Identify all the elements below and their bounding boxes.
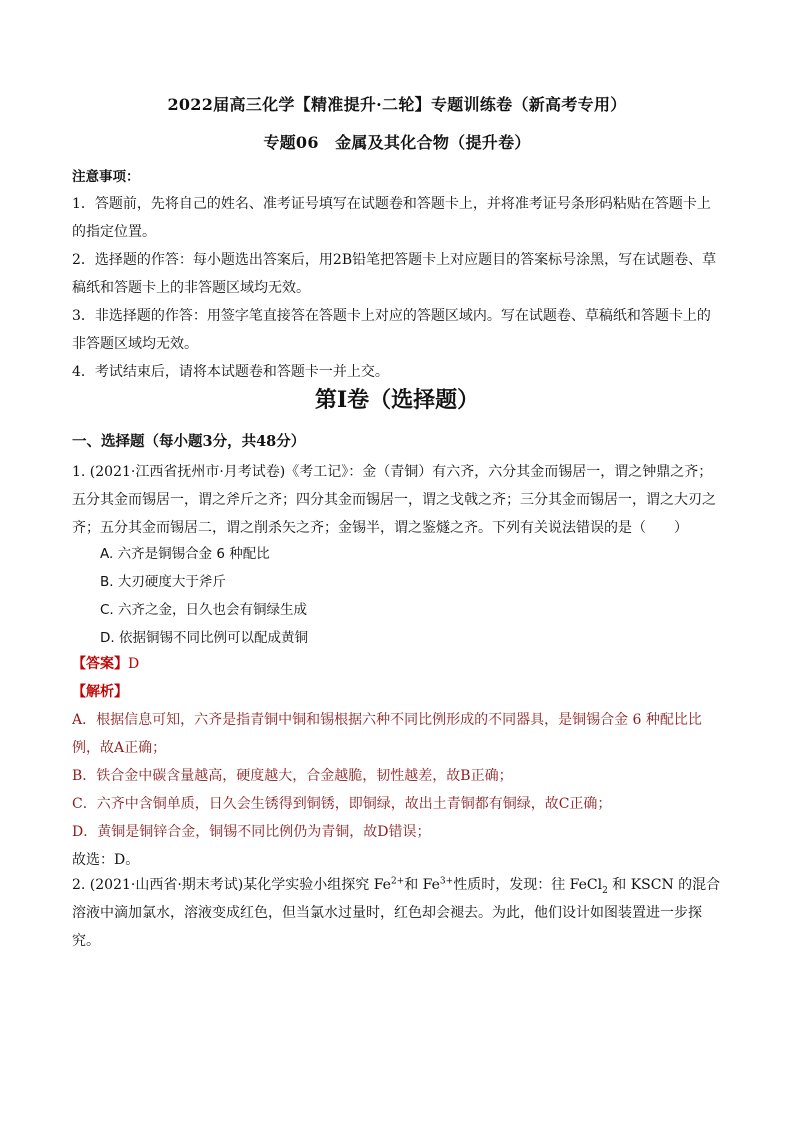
analysis-body: [72, 706, 724, 846]
question-2-text: 2. (2021·山西省·期末考试)某化学实验小组探究 $Fe^{2+}$和 $Fe^{3+}$性质时，发现：往 FeCl$_2$ 和 KSCN 的混合溶液中滴加氯水，溶液变成红色，但当氯水过量时，红色却会褪去。为此，他们设计如图装置进一步探究。: [72, 876, 721, 949]
notice-item: 3．非选择题的作答：用签字笔直接答在答题卡上对应的答题区域内。写在试题卷、草稿纸和答题卡上的非答题区域均无效。: [72, 308, 711, 352]
question-1-stem: [72, 458, 724, 542]
document-subtitle: 专题06 金属及其化合物（提升卷）: [263, 133, 531, 152]
option-a: A. 六齐是铜锡合金 6 种配比: [100, 546, 270, 562]
document-title: 2022届高三化学【精准提升·二轮】专题训练卷（新高考专用）: [167, 95, 627, 114]
notice-item: 4．考试结束后，请将本试题卷和答题卡一并上交。: [72, 364, 389, 380]
answer-value: D: [128, 656, 140, 672]
section-title: 第Ⅰ卷（选择题）: [314, 387, 480, 413]
notice-item: 1．答题前，先将自己的姓名、准考证号填写在试题卷和答题卡上，并将准考证号条形码粘贴在答题卡上的指定位置。: [72, 196, 711, 240]
answer-line: [72, 650, 139, 678]
option-c: C. 六齐之金，日久也会有铜绿生成: [100, 602, 308, 618]
analysis-label: 【解析】: [72, 684, 128, 700]
part-heading: 一、选择题（每小题3分，共48分）: [72, 433, 306, 450]
analysis-item: D．黄铜是铜锌合金，铜锡不同比例仍为青铜，故D错误；: [72, 824, 431, 840]
analysis-item: C．六齐中含铜单质，日久会生锈得到铜锈，即铜绿，故出土青铜都有铜绿，故C正确；: [72, 796, 612, 812]
option-b: B. 大刃硬度大于斧斤: [100, 574, 226, 590]
notice-list: [72, 190, 724, 386]
notice-heading: 注意事项：: [72, 169, 140, 185]
question-1-text: 1. (2021·江西省抚州市·月考试卷)《考工记》：金（青铜）有六齐，六分其金而锡居一，谓之钟鼎之齐；五分其金而锡居一，谓之斧斤之齐；四分其金而锡居一，谓之戈戟之齐；三分其金而锡居一，谓之大刃之齐；五分其金而锡居二，谓之削杀矢之齐；金锡半，谓之鉴燧之齐。下列有关说法错误的是（ ）: [72, 464, 716, 536]
analysis-item: A．根据信息可知，六齐是指青铜中铜和锡根据六种不同比例形成的不同器具，是铜锡合金 6 种配比比例，故A正确；: [72, 712, 702, 756]
fe3-charge: 3+: [439, 876, 454, 887]
option-d: D. 依据铜锡不同比例可以配成黄铜: [100, 630, 308, 646]
fecl-subscript: 2: [602, 885, 608, 896]
conclusion: 故选：D。: [72, 852, 140, 868]
fe2-charge: 2+: [390, 876, 405, 887]
answer-label: 【答案】: [72, 656, 128, 672]
question-1-options: [100, 540, 308, 652]
notice-item: 2．选择题的作答：每小题选出答案后，用2B铅笔把答题卡上对应题目的答案标号涂黑，写在试题卷、草稿纸和答题卡上的非答题区域均无效。: [72, 252, 717, 296]
question-2-stem: [72, 871, 724, 955]
analysis-item: B．铁合金中碳含量越高，硬度越大，合金越脆，韧性越差，故B正确；: [72, 768, 513, 784]
